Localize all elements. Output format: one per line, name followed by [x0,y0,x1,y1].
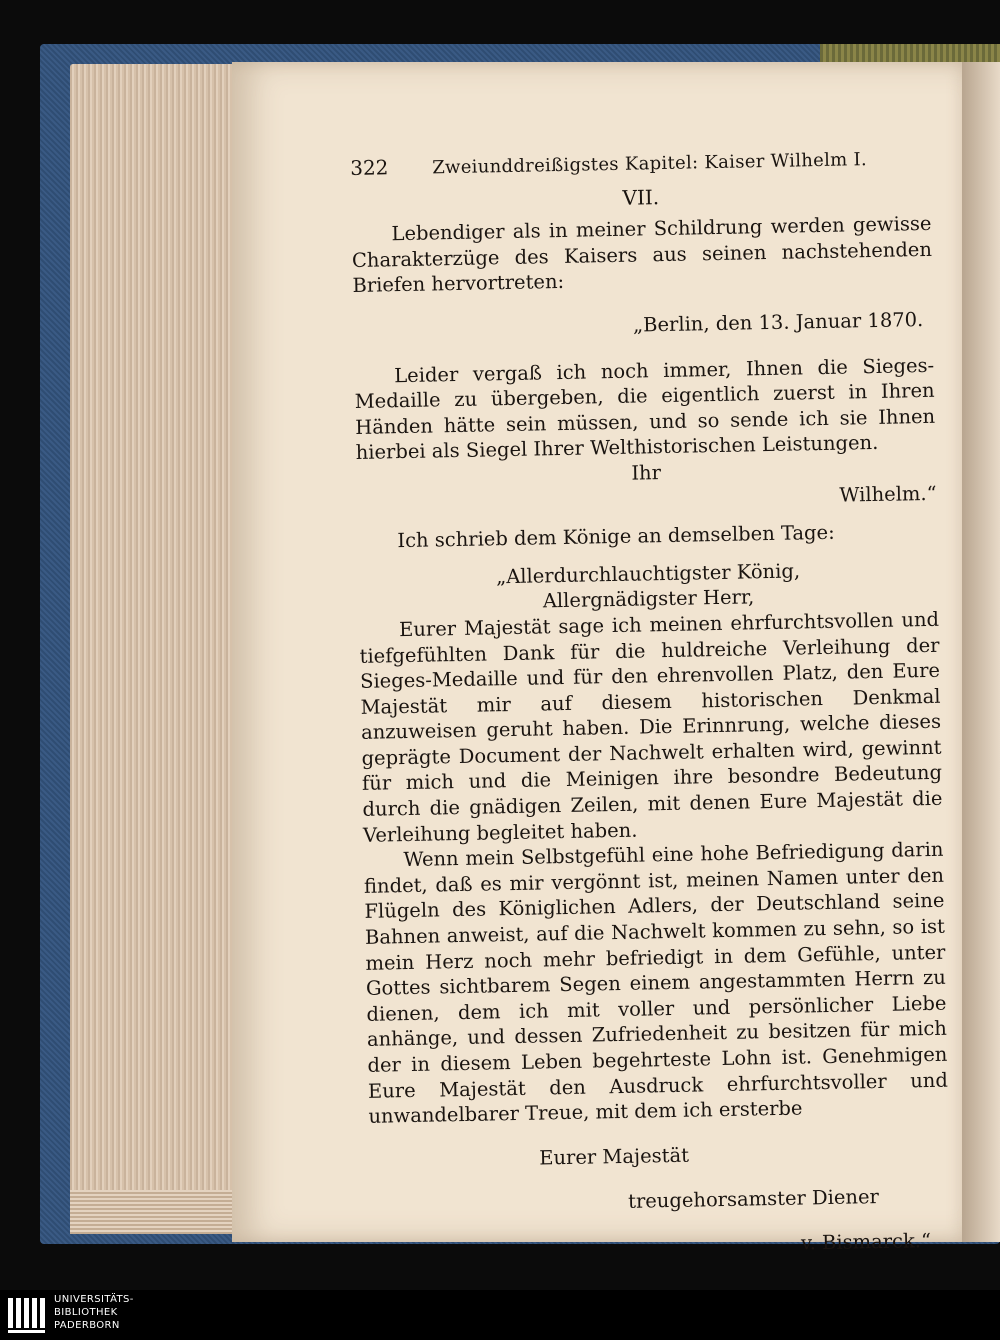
letter2-salutation-1: „Allerdurchlauchtigster König, [495,559,801,588]
library-footer [0,1290,1000,1340]
page-text [350,145,952,1284]
library-name [54,1293,134,1332]
letter1-dateline: „Berlin, den 13. Januar 1870. [632,308,924,338]
letter2-paragraph-2: Wenn mein Selbstgefühl eine hohe Befriedigung darin findet, daß es mir vergönnt ist, meinen Namen unter den Flügeln des Königlichen Adlers, der Deutschland seine Bahnen anweist, auf die Nachwelt kommen zu sehn, so ist mein Herz noch mehr befriedigt in dem Gefühle, unter Gottes sichtbarem Segen einem angestammten Herrn zu dienen, dem ich mit voller und persönlicher Liebe anhänge, und dessen Zufriedenheit zu besitzen für mich der in diesem Leben begehrteste Lohn ist. Genehmigen Eure Majestät den Ausdruck ehrfurchtsvoller und unwandelbarer Treue, mit dem ich ersterbe [363,837,949,1129]
letter1-closing: Ihr [631,461,662,485]
letter1-signature: Wilhelm.“ [839,481,937,507]
letter2-salutation-2: Allergnädigster Herr, [542,585,755,613]
reply-intro: Ich schrieb dem Könige an demselben Tage: [397,520,835,553]
facing-page-edge [962,62,1000,1242]
letter2-closing-1: Eurer Majestät [539,1143,690,1170]
library-name-line3: PADERBORN [54,1320,120,1331]
running-title: Zweiunddreißigstes Kapitel: Kaiser Wilhelm I. [432,149,868,179]
library-name-line1: UNIVERSITÄTS- [54,1294,134,1305]
page-edges [70,64,238,1232]
letter2-closing-2: treugehorsamster Diener [627,1185,880,1214]
letter2-paragraph-1: Eurer Majestät sage ich meinen ehrfurchtsvollen und tiefgefühlten Dank für die huldreiche Verleihung der Sieges-Medaille und für den ehrenvollen Platz, den Eure Majestät mir auf diesem historischen Denkmal anzuweisen geruht haben. Die Erinnrung, welche dieses geprägte Document der Nachwelt erhalten wird, gewinnt für mich und die Meinigen ihre besondre Bedeutung durch die gnädigen Zeilen, mit denen Eure Majestät die Verleihung begleitet haben. [359,607,943,847]
letter1-body: Leider vergaß ich noch immer, Ihnen die Sieges-Medaille zu übergeben, die eigentlich zuerst in Ihren Händen hätte sein müssen, und so sende ich sie Ihnen hierbei als Siegel Ihrer Welthistorischen Leistungen. [354,353,936,465]
page-edges-bottom [70,1190,250,1234]
library-name-line2: BIBLIOTHEK [54,1307,118,1318]
intro-paragraph: Lebendiger als in meiner Schildrung werden gewisse Charakterzüge des Kaisers aus seinen nachstehenden Briefen hervortreten: [351,212,933,298]
page-number: 322 [350,155,389,180]
section-number: VII. [622,184,660,210]
letter2-signature: v. Bismarck.“ [800,1229,932,1256]
library-logo-icon [6,1294,48,1336]
